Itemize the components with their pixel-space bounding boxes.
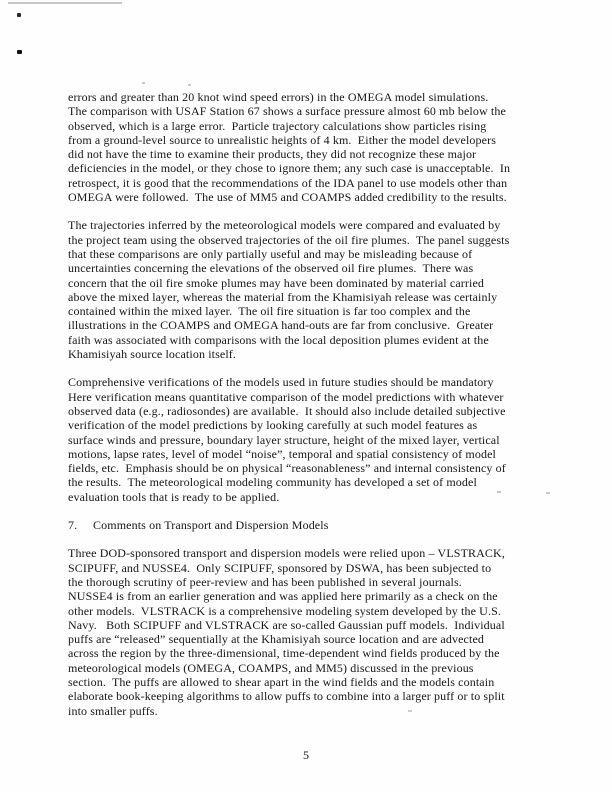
scan-artifact-dot [17, 50, 22, 54]
scan-artifact-speck [188, 84, 191, 86]
section-title: Comments on Transport and Dispersion Models [93, 518, 329, 533]
scan-artifact-dot [17, 13, 21, 17]
section-heading [68, 518, 568, 532]
scan-artifact-speck [142, 82, 145, 84]
paragraph-dispersion-models: Three DOD-sponsored transport and dispersion models were relied upon – VLSTRACK, SCIPUFF, and NUSSE4. Only SCIPUFF, sponsored by DSWA, has been subjected to the thorough scrutiny of peer-review and has been published in several journals. NUSSE4 is from an earlier generation and was applied here primarily as a check on the other models. VLSTRACK is a comprehensive modeling system developed by the U.S. Navy. Both SCIPUFF and VLSTRACK are so-called Gaussian puff models. Individual puffs are “released” sequentially at the Khamisiyah source location and are advected across the region by the three-dimensional, time-dependent wind fields produced by the meteorological models (OMEGA, COAMPS, and MM5) discussed in the previous section. The puffs are allowed to shear apart in the wind fields and the models contain elaborate book-keeping algorithms to allow puffs to combine into a larger puff or to split into smaller puffs. [68, 546, 505, 718]
section-number: 7. [68, 518, 78, 533]
paragraph-trajectories: The trajectories inferred by the meteorological models were compared and evaluated by the project team using the observed trajectories of the oil fire plumes. The panel suggests that these comparisons are only partially useful and may be misleading because of uncertainties concerning the elevations of the observed oil fire plumes. There was concern that the oil fire smoke plumes may have been dominated by material carried above the mixed layer, whereas the material from the Khamisiyah release was certainly contained within the mixed layer. The oil fire situation is far too complex and the illustrations in the COAMPS and OMEGA hand-outs are far from conclusive. Greater faith was associated with comparisons with the local deposition plumes evident at the Khamisiyah source location itself. [68, 218, 510, 362]
paragraph-omega-errors: errors and greater than 20 knot wind speed errors) in the OMEGA model simulations. The comparison with USAF Station 67 shows a surface pressure almost 60 mb below the observed, which is a large error. Particle trajectory calculations show particles rising from a ground-level source to unrealistic heights of 4 km. Either the model developers did not have the time to examine their products, they did not recognize these major deficiencies in the model, or they chose to ignore them; any such case is unacceptable. In retrospect, it is good that the recommendations of the IDA panel to use models other than OMEGA were followed. The use of MM5 and COAMPS added credibility to the results. [68, 90, 511, 205]
paragraph-verifications: Comprehensive verifications of the models used in future studies should be mandatory Here verification means quantitative comparison of the model predictions with whatever observed data (e.g., radiosondes) are available. It should also include detailed subjective verification of the model predictions by looking carefully at such model features as surface winds and pressure, boundary layer structure, height of the mixed layer, vertical motions, lapse rates, level of model “noise”, temporal and spatial consistency of model fields, etc. Emphasis should be on physical “reasonableness” and internal consistency of the results. The meteorological modeling community has developed a set of model evaluation tools that is ready to be applied. [68, 375, 506, 504]
page-number: 5 [303, 748, 309, 762]
scan-artifact-line [8, 2, 122, 4]
text-block [68, 90, 568, 732]
